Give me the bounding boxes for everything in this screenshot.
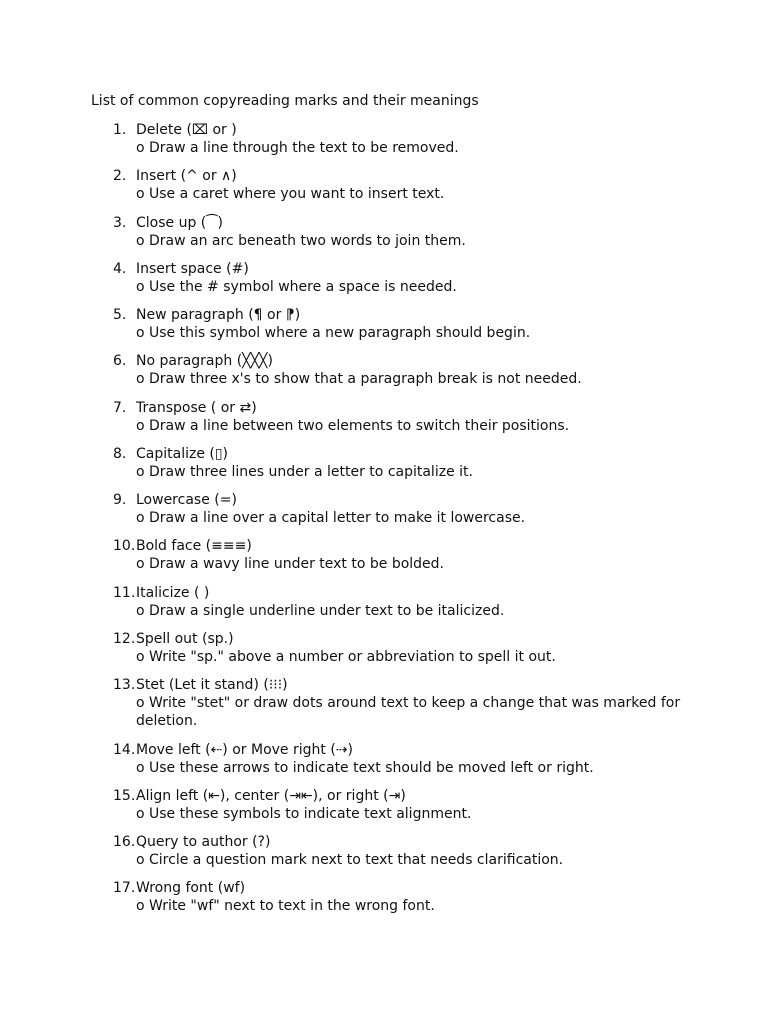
item-number: 15.	[113, 787, 136, 804]
item-number: 5.	[113, 307, 127, 323]
list-item	[0, 306, 768, 352]
mark-name: Query to author (?)	[136, 834, 271, 850]
mark-name: Close up (⁀)	[136, 214, 223, 231]
mark-description: o Draw a line over a capital letter to make it lowercase.	[136, 510, 526, 526]
item-number: 1.	[113, 122, 127, 138]
mark-name: Wrong font (wf)	[136, 880, 246, 897]
mark-name: Insert space (#)	[136, 260, 249, 277]
mark-name: Capitalize (▯)	[136, 445, 229, 462]
mark-description: o Use a caret where you want to insert text.	[136, 186, 445, 203]
mark-name: Delete (⌧ or )	[136, 122, 237, 138]
mark-description: o Write "sp." above a number or abbreviation to spell it out.	[136, 648, 556, 665]
mark-name: Stet (Let it stand) (⁝⁝⁝)	[136, 677, 288, 693]
mark-description: o Use these arrows to indicate text should be moved left or right.	[136, 759, 594, 776]
document-title: List of common copyreading marks and their meanings	[91, 93, 479, 109]
item-number: 14.	[113, 741, 136, 758]
item-number: 11.	[113, 584, 136, 601]
mark-description: o Circle a question mark next to text that needs clarification.	[136, 852, 564, 868]
mark-description: o Write "wf" next to text in the wrong font.	[136, 898, 435, 915]
item-number: 7.	[113, 399, 127, 416]
list-item	[0, 445, 768, 491]
list-item	[0, 491, 768, 537]
item-number: 6.	[113, 353, 127, 370]
list-item	[0, 260, 768, 306]
mark-name: Transpose ( or ⇄)	[136, 399, 257, 416]
item-number: 2.	[113, 168, 127, 185]
mark-description: o Draw three lines under a letter to capitalize it.	[136, 463, 473, 480]
list-item	[0, 167, 768, 213]
mark-description: o Draw a single underline under text to be italicized.	[136, 602, 505, 619]
copyreading-marks-list	[0, 121, 768, 926]
mark-name: Italicize ( )	[136, 584, 210, 601]
list-item	[0, 399, 768, 445]
item-number: 9.	[113, 492, 127, 508]
mark-description: o Draw three x's to show that a paragraph break is not needed.	[136, 371, 582, 388]
mark-description: o Use this symbol where a new paragraph should begin.	[136, 325, 531, 341]
list-item	[0, 121, 768, 167]
item-number: 10.	[113, 538, 136, 555]
list-item	[0, 630, 768, 676]
mark-name: Align left (⇤), center (⇥⇤), or right (⇥)	[136, 787, 406, 804]
mark-name: Bold face (≡≡≡)	[136, 538, 252, 555]
list-item	[0, 537, 768, 583]
mark-description: o Draw an arc beneath two words to join them.	[136, 232, 466, 249]
mark-description: o Draw a line between two elements to switch their positions.	[136, 417, 570, 434]
mark-description: o Use these symbols to indicate text alignment.	[136, 805, 472, 822]
mark-description: o Draw a line through the text to be removed.	[136, 140, 459, 156]
list-item	[0, 741, 768, 787]
item-number: 16.	[113, 834, 136, 850]
mark-name: Spell out (sp.)	[136, 630, 234, 647]
item-number: 12.	[113, 630, 136, 647]
mark-name: Lowercase (=)	[136, 492, 237, 508]
list-item	[0, 214, 768, 260]
list-item	[0, 879, 768, 925]
item-number: 17.	[113, 880, 136, 897]
mark-description: o Write "stet" or draw dots around text to keep a change that was marked for deletion.	[136, 695, 681, 729]
mark-name: No paragraph (╳╳╳)	[136, 353, 273, 370]
mark-name: Insert (^ or ∧)	[136, 168, 237, 185]
item-number: 4.	[113, 260, 127, 277]
list-item	[0, 833, 768, 879]
mark-name: Move left (⇠) or Move right (⇢)	[136, 741, 353, 758]
list-item	[0, 352, 768, 398]
list-item	[0, 584, 768, 630]
item-number: 13.	[113, 677, 136, 693]
mark-name: New paragraph (¶ or ⁋)	[136, 307, 301, 323]
list-item	[0, 676, 768, 741]
item-number: 8.	[113, 445, 127, 462]
mark-description: o Use the # symbol where a space is needed.	[136, 278, 457, 295]
item-number: 3.	[113, 214, 127, 231]
list-item	[0, 787, 768, 833]
mark-description: o Draw a wavy line under text to be bolded.	[136, 556, 444, 573]
